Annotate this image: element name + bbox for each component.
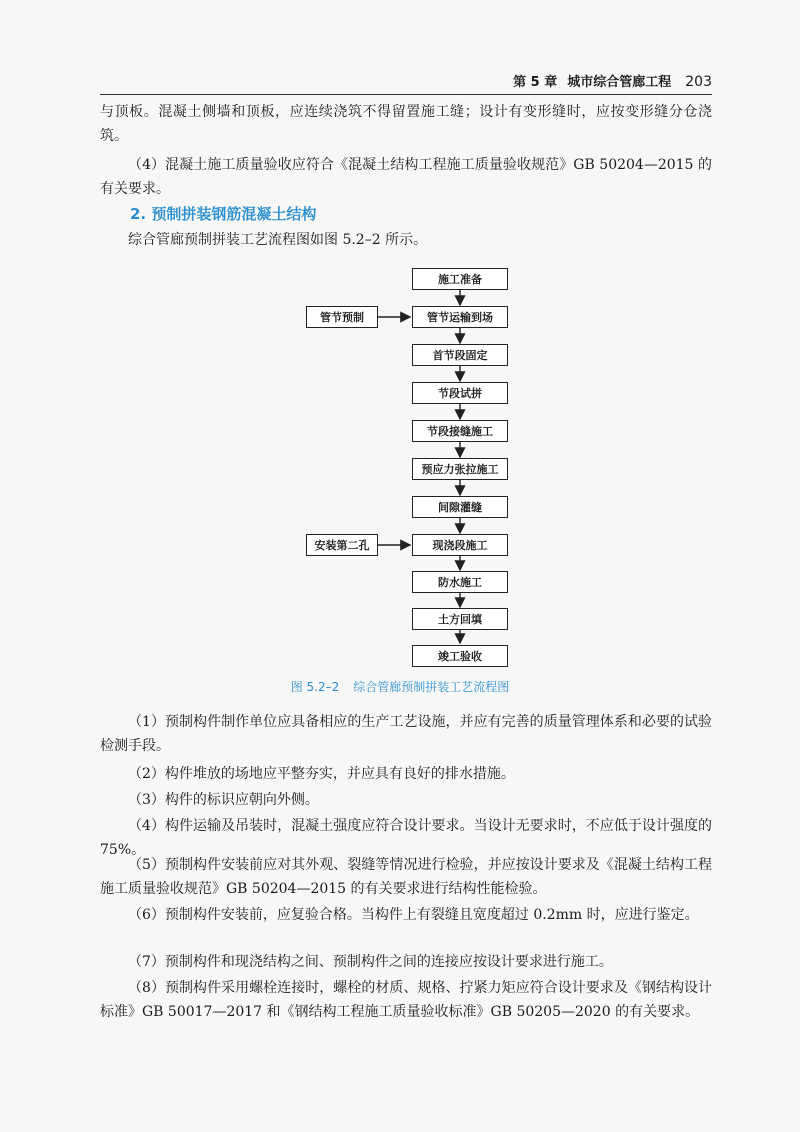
continuation-paragraph: 与顶板。混凝土侧墙和顶板，应连续浇筑不得留置施工缝；设计有变形缝时，应按变形缝分仓浇筑。 [100,104,712,144]
item-5-paragraph: （5）预制构件安装前应对其外观、裂缝等情况进行检验，并应按设计要求及《混凝土结构工程施工质量验收规范》GB 50204—2015 的有关要求进行结构性能检验。 [100,857,712,897]
item-1-paragraph: （1）预制构件制作单位应具备相应的生产工艺设施，并应有完善的质量管理体系和必要的试验检测手段。 [100,714,712,754]
item-4-paragraph: （4）混凝土施工质量验收应符合《混凝土结构工程施工质量验收规范》GB 50204—2015 的有关要求。 [100,157,712,197]
flow-step-1: 施工准备 [412,268,508,290]
side-input-prefab: 管节预制 [306,306,378,328]
item-7-paragraph: （7）预制构件和现浇结构之间、预制构件之间的连接应按设计要求进行施工。 [128,954,613,970]
chapter-number: 第 5 章 [513,75,558,90]
item-3-paragraph: （3）构件的标识应朝向外侧。 [128,792,319,808]
item-8-paragraph: （8）预制构件采用螺栓连接时，螺栓的材质、规格、拧紧力矩应符合设计要求及《钢结构设计标准》GB 50017—2017 和《钢结构工程施工质量验收标准》GB 50205—2020 的有关要求。 [100,980,712,1020]
side-input-second-hole: 安装第二孔 [306,534,378,556]
item-4-requirement-paragraph: （4）构件运输及吊装时，混凝土强度应符合设计要求。当设计无要求时，不应低于设计强度的 75%。 [100,818,712,858]
figure-caption [0,678,800,696]
flow-step-11: 竣工验收 [412,645,508,667]
section-heading: 2. 预制拼装钢筋混凝土结构 [130,205,317,223]
flow-step-3: 首节段固定 [412,344,508,366]
figure-number: 图 5.2–2 [290,680,340,694]
page-number: 203 [685,74,712,90]
flow-step-7: 间隙灌缝 [412,496,508,518]
figure-intro: 综合管廊预制拼装工艺流程图如图 5.2–2 所示。 [128,232,428,248]
flow-step-5: 节段接缝施工 [412,420,508,442]
flow-step-10: 土方回填 [412,608,508,630]
chapter-title: 城市综合管廊工程 [567,75,672,90]
figure-title: 综合管廊预制拼装工艺流程图 [353,680,510,694]
item-6-paragraph: （6）预制构件安装前，应复验合格。当构件上有裂缝且宽度超过 0.2mm 时，应进行鉴定。 [128,907,699,923]
flow-step-6: 预应力张拉施工 [412,458,508,480]
flow-step-4: 节段试拼 [412,382,508,404]
flow-step-2: 管节运输到场 [412,306,508,328]
item-2-paragraph: （2）构件堆放的场地应平整夯实，并应具有良好的排水措施。 [128,766,515,782]
flow-step-8: 现浇段施工 [412,534,508,556]
flow-step-9: 防水施工 [412,571,508,593]
